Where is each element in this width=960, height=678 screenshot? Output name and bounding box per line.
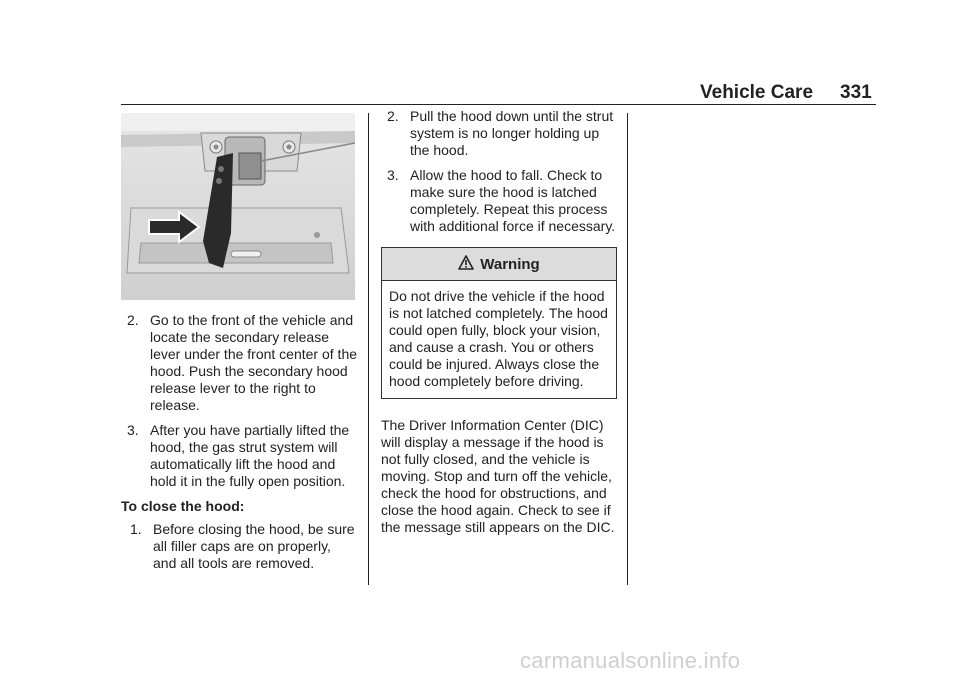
close-steps-list	[121, 521, 357, 572]
step-text: Go to the front of the vehicle and locate the secondary release lever under the front center of the hood. Push the secondary hood release lever to the right to release.	[150, 312, 358, 413]
header-rule	[121, 104, 876, 105]
open-steps-list	[121, 312, 357, 490]
list-item	[121, 521, 357, 572]
step-text: Pull the hood down until the strut system is no longer holding up the hood.	[410, 108, 614, 158]
close-steps-continued	[381, 108, 617, 235]
warning-box	[381, 247, 617, 399]
warning-triangle-icon	[458, 255, 474, 274]
step-number: 2.	[127, 312, 139, 328]
step-text: Before closing the hood, be sure all filler caps are on properly, and all tools are removed.	[153, 521, 355, 571]
page-number: 331	[840, 82, 872, 103]
step-number: 2.	[387, 108, 399, 124]
dic-paragraph: The Driver Information Center (DIC) will display a message if the hood is not fully closed, and the vehicle is moving. Stop and turn off the vehicle, check the hood for obstructions, and close the hood again. Check to see if the message still appears on the DIC.	[381, 417, 615, 535]
step-text: After you have partially lifted the hood, the gas strut system will automatically lift the hood and hold it in the fully open position.	[150, 422, 350, 489]
section-title: Vehicle Care	[700, 82, 814, 103]
step-number: 3.	[127, 422, 139, 438]
secondary-release-lever-drawing	[121, 113, 355, 300]
close-hood-heading: To close the hood:	[121, 498, 245, 514]
list-item	[381, 167, 617, 235]
step-number: 1.	[130, 521, 142, 537]
warning-header	[382, 248, 616, 281]
hood-release-illustration	[121, 113, 355, 300]
left-column	[121, 113, 357, 580]
step-number: 3.	[387, 167, 399, 183]
column-divider-right	[627, 113, 628, 585]
list-item	[121, 312, 357, 414]
warning-text: Do not drive the vehicle if the hood is not latched completely. The hood could open fully, block your vision, and cause a crash. You or others could be injured. Always close the hood completely before driving.	[389, 288, 608, 389]
list-item	[121, 422, 357, 490]
watermark: carmanualsonline.info	[520, 648, 741, 673]
list-item	[381, 108, 617, 159]
step-text: Allow the hood to fall. Check to make sure the hood is latched completely. Repeat this process with additional force if necessary.	[410, 167, 616, 234]
right-column	[381, 108, 617, 536]
warning-title: Warning	[480, 255, 540, 273]
column-divider-left	[368, 113, 369, 585]
